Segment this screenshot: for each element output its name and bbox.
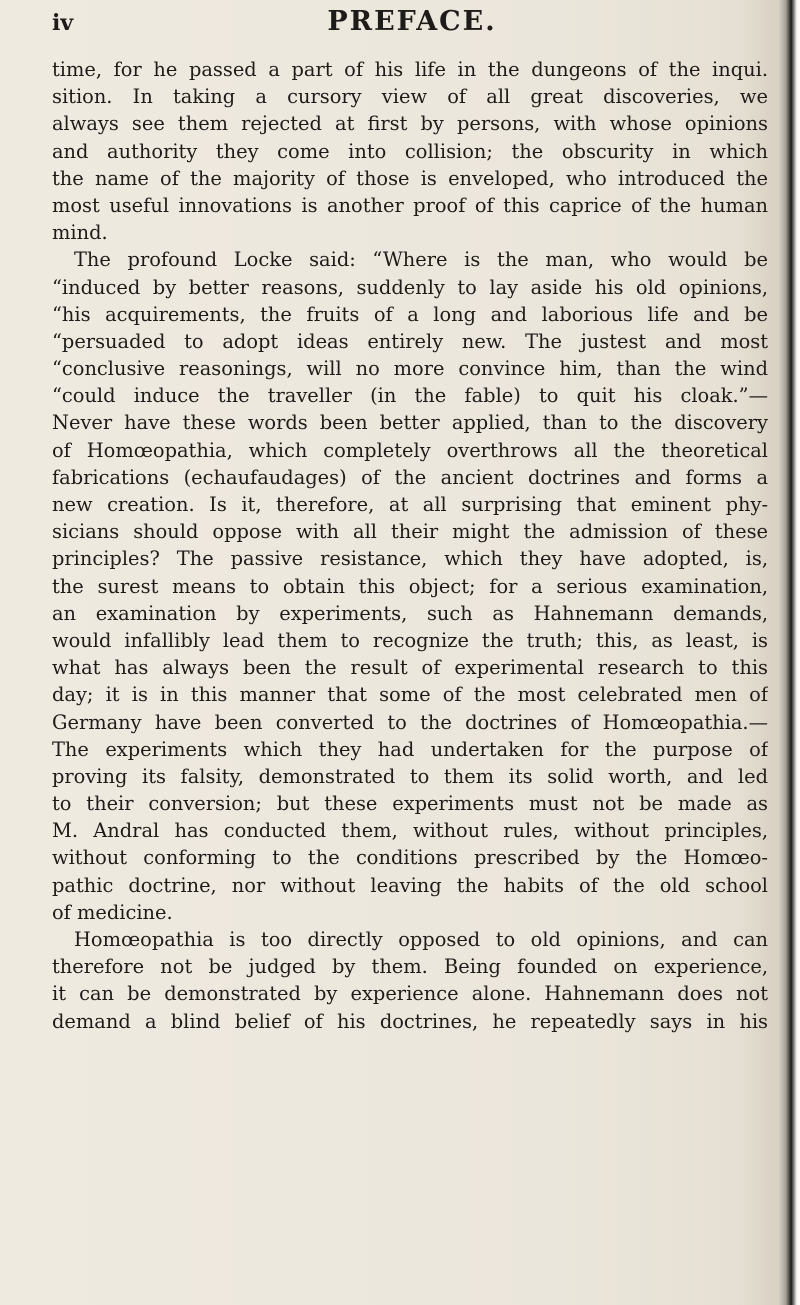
text-line: therefore not be judged by them. Being founded on experience, <box>52 955 768 979</box>
text-line: new creation. Is it, therefore, at all surprising that eminent phy- <box>52 493 768 516</box>
text-line: pathic doctrine, nor without leaving the habits of the old school <box>52 873 768 897</box>
text-line: Homœopathia is too directly opposed to old opinions, and can <box>74 928 768 951</box>
text-line: of medicine. <box>52 900 173 924</box>
text-line: and authority they come into collision; the obscurity in which <box>52 139 768 163</box>
text-line: day; it is in this manner that some of the most celebrated men of <box>52 683 768 707</box>
text-line: of Homœopathia, which completely overthrows all the theoretical <box>52 438 768 462</box>
text-line: most useful innovations is another proof of this caprice of the human <box>52 193 768 217</box>
text-line: without conforming to the conditions prescribed by the Homœo- <box>52 846 768 870</box>
text-line: Germany have been converted to the doctrines of Homœopathia.— <box>52 710 768 734</box>
text-line: “his acquirements, the fruits of a long and laborious life and be <box>52 302 768 326</box>
text-line: sicians should oppose with all their might the admission of these <box>52 520 768 544</box>
text-line: proving its falsity, demonstrated to them its solid worth, and led <box>52 764 768 788</box>
text-line: always see them rejected at first by persons, with whose opinions <box>52 112 768 136</box>
text-line: mind. <box>52 221 108 245</box>
text-line: sition. In taking a cursory view of all great discoveries, we <box>52 85 768 109</box>
text-line: time, for he passed a part of his life in the dungeons of the inqui. <box>52 58 768 81</box>
text-line: an examination by experiments, such as Hahnemann demands, <box>52 601 768 625</box>
body-text <box>52 56 768 1035</box>
page-gutter-edge <box>778 0 800 1305</box>
text-line: Never have these words been better applied, than to the discovery <box>52 411 768 435</box>
text-line: M. Andral has conducted them, without rules, without principles, <box>52 819 768 843</box>
text-line: the name of the majority of those is enveloped, who introduced the <box>52 166 768 190</box>
text-line: to their conversion; but these experiments must not be made as <box>52 792 768 816</box>
text-line: the surest means to obtain this object; for a serious examination, <box>52 574 768 598</box>
text-line: “conclusive reasonings, will no more convince him, than the wind <box>52 357 768 381</box>
text-line: “induced by better reasons, suddenly to lay aside his old opinions, <box>52 275 768 299</box>
text-line: fabrications (echaufaudages) of the ancient doctrines and forms a <box>52 465 768 489</box>
page-number: iv <box>52 10 74 36</box>
text-line: The profound Locke said: “Where is the man, who would be <box>74 248 768 272</box>
text-line: it can be demonstrated by experience alone. Hahnemann does not <box>52 982 768 1006</box>
text-line: The experiments which they had undertaken for the purpose of <box>52 737 768 761</box>
running-title: PREFACE. <box>327 6 497 37</box>
text-line: “could induce the traveller (in the fable) to quit his cloak.”— <box>52 384 768 408</box>
text-line: would infallibly lead them to recognize the truth; this, as least, is <box>52 628 768 652</box>
text-line: what has always been the result of experimental research to this <box>52 656 768 680</box>
text-line: principles? The passive resistance, which they have adopted, is, <box>52 547 768 571</box>
text-line: “persuaded to adopt ideas entirely new. The justest and most <box>52 329 768 353</box>
running-head <box>52 4 772 44</box>
text-line: demand a blind belief of his doctrines, he repeatedly says in his <box>52 1009 768 1033</box>
